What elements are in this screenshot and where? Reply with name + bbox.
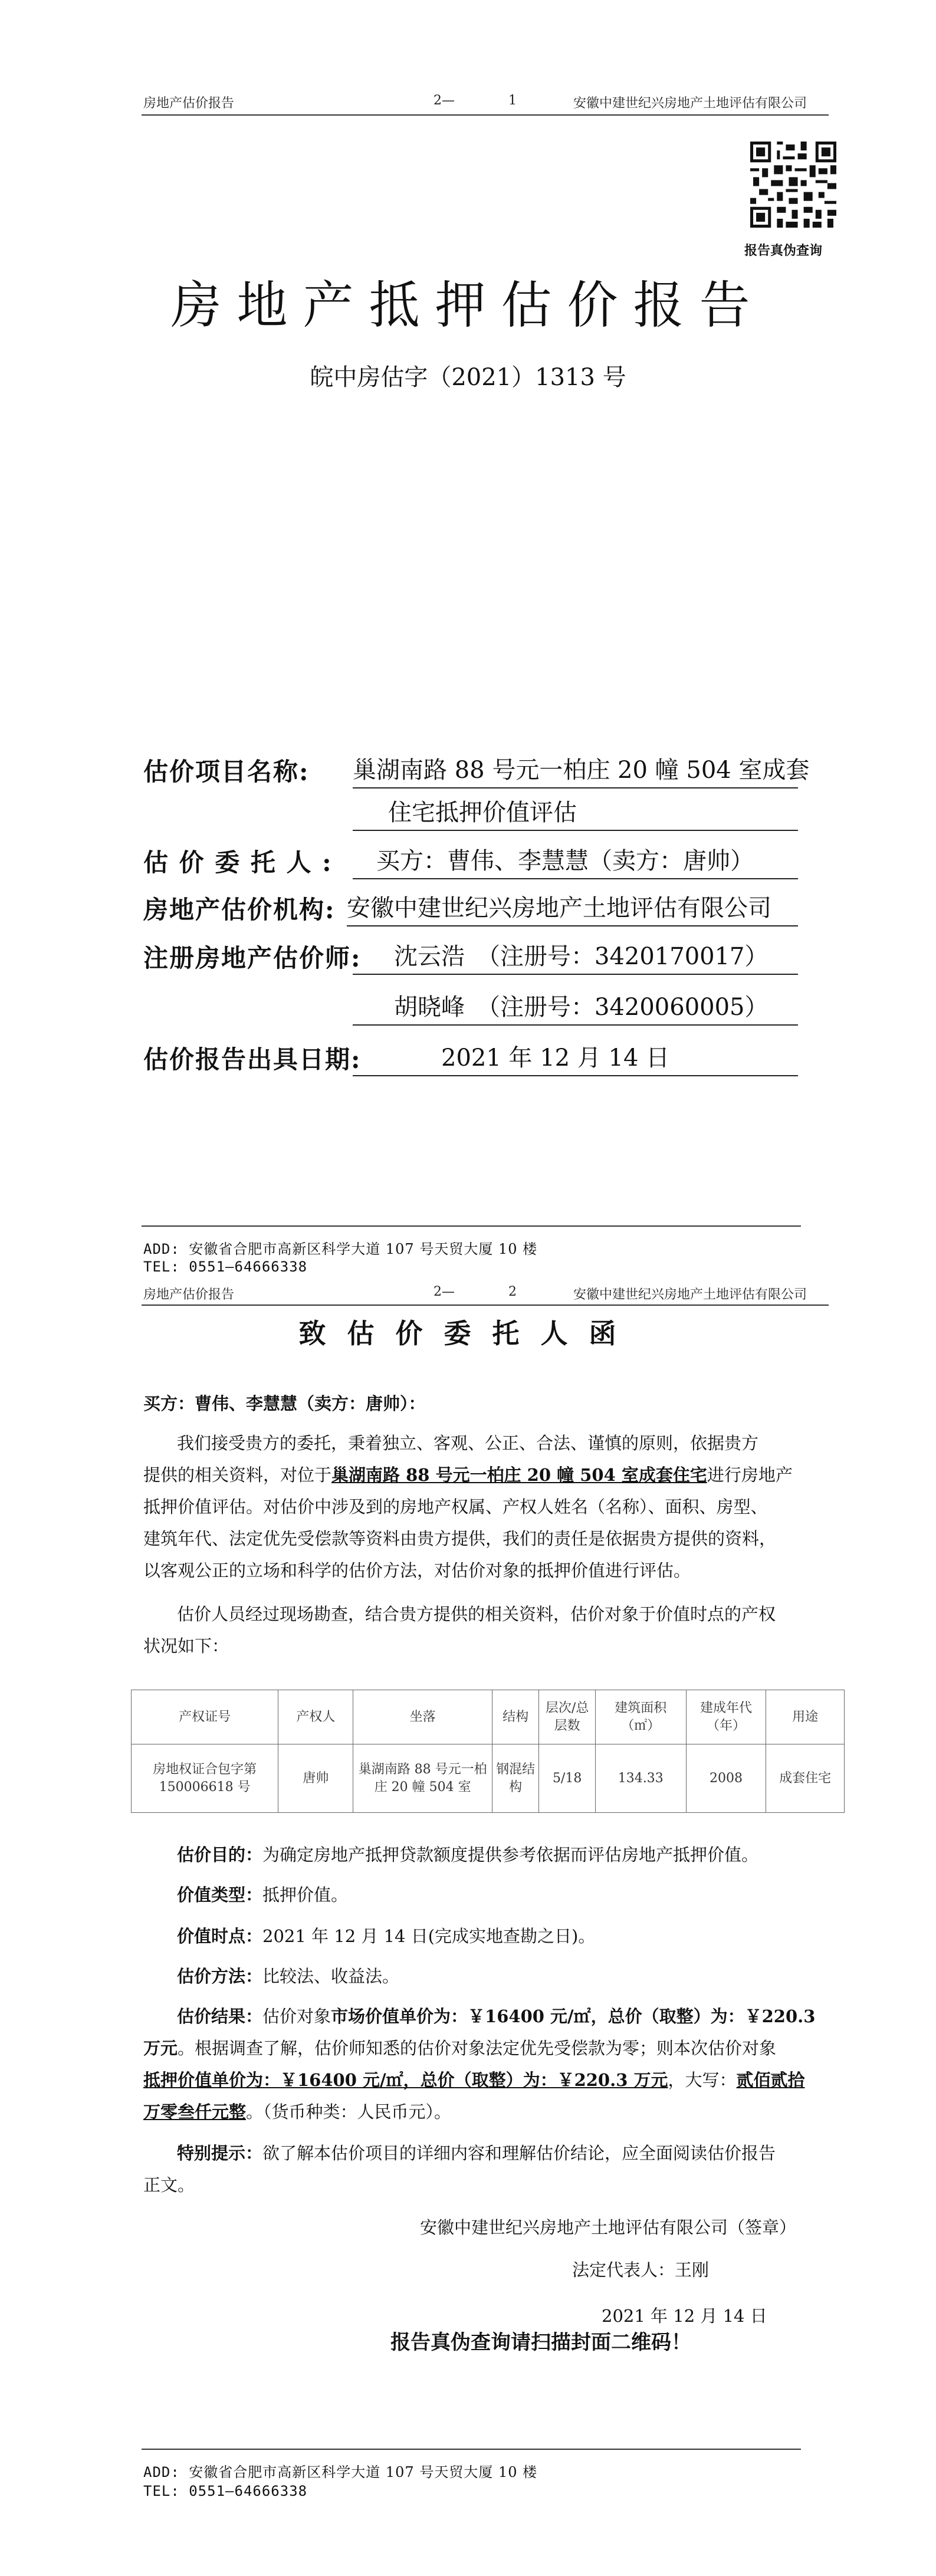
client-label: 估 价 委 托 人 :: [143, 848, 333, 877]
table-cell: 5/18: [539, 1744, 595, 1813]
table-cell: 房地权证合包字第150006618 号: [132, 1744, 278, 1813]
page1-header-rule: [142, 114, 829, 116]
table-header: 坐落: [353, 1690, 492, 1744]
appraiser-label: 注册房地产估价师:: [143, 944, 362, 972]
table-header: 结构: [492, 1690, 539, 1744]
market-value-unit: 万元: [143, 2038, 178, 2058]
table-cell: 唐帅: [278, 1744, 353, 1813]
table-cell: 成套住宅: [766, 1744, 845, 1813]
table-header: 产权证号: [132, 1690, 278, 1744]
table-cell: 2008: [686, 1744, 766, 1813]
footer-tel-label: TEL:: [143, 2483, 180, 2499]
appraiser-2: 胡晓峰 （注册号：3420060005）: [353, 988, 798, 1026]
table-cell: 巢湖南路 88 号元一柏庄 20 幢 504 室: [353, 1744, 492, 1813]
tip-line2: 正文。: [143, 2175, 195, 2195]
qr-label: 报告真伪查询: [744, 243, 823, 258]
para1-line5: 以客观公正的立场和科学的估价方法，对估价对象的抵押价值进行评估。: [143, 1560, 691, 1581]
para1-line3: 抵押价值评估。对估价中涉及到的房地产权属、产权人姓名（名称）、面积、房型、: [143, 1497, 768, 1517]
verification-notice: 报告真伪查询请扫描封面二维码！: [390, 2331, 691, 2354]
report-number: 皖中房估字（2021）1313 号: [310, 364, 626, 391]
para2-line2: 状况如下：: [143, 1636, 229, 1656]
client-value: 买方：曹伟、李慧慧（卖方：唐帅）: [353, 842, 798, 879]
agency-label: 房地产估价机构:: [143, 895, 336, 924]
date-label: 估价报告出具日期:: [143, 1045, 362, 1074]
page2-header-rule: [142, 1305, 829, 1306]
table-row: [132, 1744, 845, 1813]
appraiser-1: 沈云浩 （注册号：3420170017）: [353, 938, 798, 975]
mortgage-value: 抵押价值单价为：￥16400 元/㎡，总价（取整）为：￥220.3 万元: [143, 2070, 668, 2090]
result-label: 估价结果：: [177, 2006, 263, 2026]
table-header: 产权人: [278, 1690, 353, 1744]
legal-representative: 法定代表人：王刚: [572, 2260, 710, 2280]
footer-tel: 0551—64666338: [189, 1259, 308, 1275]
letter-title: 致估价委托人函: [298, 1317, 638, 1349]
footer-add-label: ADD:: [143, 2464, 180, 2480]
footer-address: 安徽省合肥市高新区科学大道 107 号天贸大厦 10 楼: [189, 2464, 538, 2480]
sign-date: 2021 年 12 月 14 日: [602, 2306, 767, 2326]
value-time-label: 价值时点：: [177, 1926, 263, 1946]
method-label: 估价方法：: [177, 1966, 263, 1986]
property-address: 巢湖南路 88 号元一柏庄 20 幢 504 室成套住宅: [331, 1465, 707, 1485]
qr-code-icon[interactable]: [750, 142, 836, 228]
para1-line2a: 提供的相关资料，对位于: [143, 1465, 332, 1485]
sign-company: 安徽中建世纪兴房地产土地评估有限公司（签章）: [420, 2217, 797, 2237]
amount-in-words-2: 万零叁仟元整: [143, 2102, 247, 2122]
footer-tel-label: TEL:: [143, 1259, 180, 1275]
page2-header-left: 房地产估价报告: [143, 1287, 235, 1302]
purpose-label: 估价目的：: [177, 1845, 263, 1865]
tip-line1: 欲了解本估价项目的详细内容和理解估价结论，应全面阅读估价报告: [262, 2143, 776, 2163]
para2-line1: 估价人员经过现场勘查，结合贵方提供的相关资料，估价对象于价值时点的产权: [177, 1604, 776, 1624]
table-header: 建筑面积（㎡）: [595, 1690, 686, 1744]
project-value-line2: 住宅抵押价值评估: [353, 794, 798, 831]
table-header: 层次/总层数: [539, 1690, 595, 1744]
result-l3b: ，大写：: [668, 2070, 737, 2090]
page2-header-page-prefix: 2—: [433, 1284, 455, 1299]
result-l1a: 估价对象: [262, 2006, 331, 2026]
report-title: 房地产抵押估价报告: [170, 276, 766, 335]
table-header-row: [132, 1690, 845, 1744]
para1-line4: 建筑年代、法定优先受偿款等资料由贵方提供，我们的责任是依据贵方提供的资料，: [143, 1529, 777, 1549]
footer-tel: 0551—64666338: [189, 2483, 308, 2499]
value-type: 抵押价值。: [262, 1885, 349, 1905]
footer-add-label: ADD:: [143, 1241, 180, 1257]
para1-line1: 我们接受贵方的委托，秉着独立、客观、公正、合法、谨慎的原则，依据贵方: [177, 1433, 759, 1453]
purpose-value: 为确定房地产抵押贷款额度提供参考依据而评估房地产抵押价值。: [262, 1845, 759, 1865]
currency-note: 。（货币种类：人民币元）。: [246, 2102, 452, 2122]
project-value-line1: 巢湖南路 88 号元一柏庄 20 幢 504 室成套: [353, 751, 798, 788]
tip-label: 特别提示：: [177, 2143, 263, 2163]
page1-header-left: 房地产估价报告: [143, 96, 235, 111]
page2-header-page-num: 2: [508, 1284, 517, 1299]
page2-header-right: 安徽中建世纪兴房地产土地评估有限公司: [573, 1287, 807, 1302]
table-cell: 134.33: [595, 1744, 686, 1813]
date-value: 2021 年 12 月 14 日: [353, 1039, 798, 1076]
page1-header-page-num: 1: [508, 93, 517, 108]
table-header: 建成年代（年）: [686, 1690, 766, 1744]
para1-line2c: 进行房地产: [707, 1465, 793, 1485]
market-value: 市场价值单价为：￥16400 元/㎡，总价（取整）为：￥220.3: [331, 2006, 816, 2026]
property-table: [131, 1690, 845, 1813]
salutation: 买方：曹伟、李慧慧（卖方：唐帅）：: [143, 1394, 426, 1414]
page1-header-right: 安徽中建世纪兴房地产土地评估有限公司: [573, 96, 807, 111]
method-value: 比较法、收益法。: [262, 1966, 400, 1986]
page1-footer-rule: [142, 1225, 801, 1227]
agency-value: 安徽中建世纪兴房地产土地评估有限公司: [347, 889, 798, 926]
footer-address: 安徽省合肥市高新区科学大道 107 号天贸大厦 10 楼: [189, 1241, 538, 1257]
page2-footer-rule: [142, 2449, 801, 2450]
table-cell: 钢混结构: [492, 1744, 539, 1813]
project-label: 估价项目名称:: [143, 757, 310, 786]
result-l2b: 。根据调查了解，估价师知悉的估价对象法定优先受偿款为零；则本次估价对象: [178, 2038, 777, 2058]
table-header: 用途: [766, 1690, 845, 1744]
value-time: 2021 年 12 月 14 日(完成实地查勘之日)。: [262, 1926, 596, 1946]
amount-in-words-1: 贰佰贰拾: [736, 2070, 805, 2090]
page1-header-page-prefix: 2—: [433, 93, 455, 108]
value-type-label: 价值类型：: [177, 1885, 263, 1905]
